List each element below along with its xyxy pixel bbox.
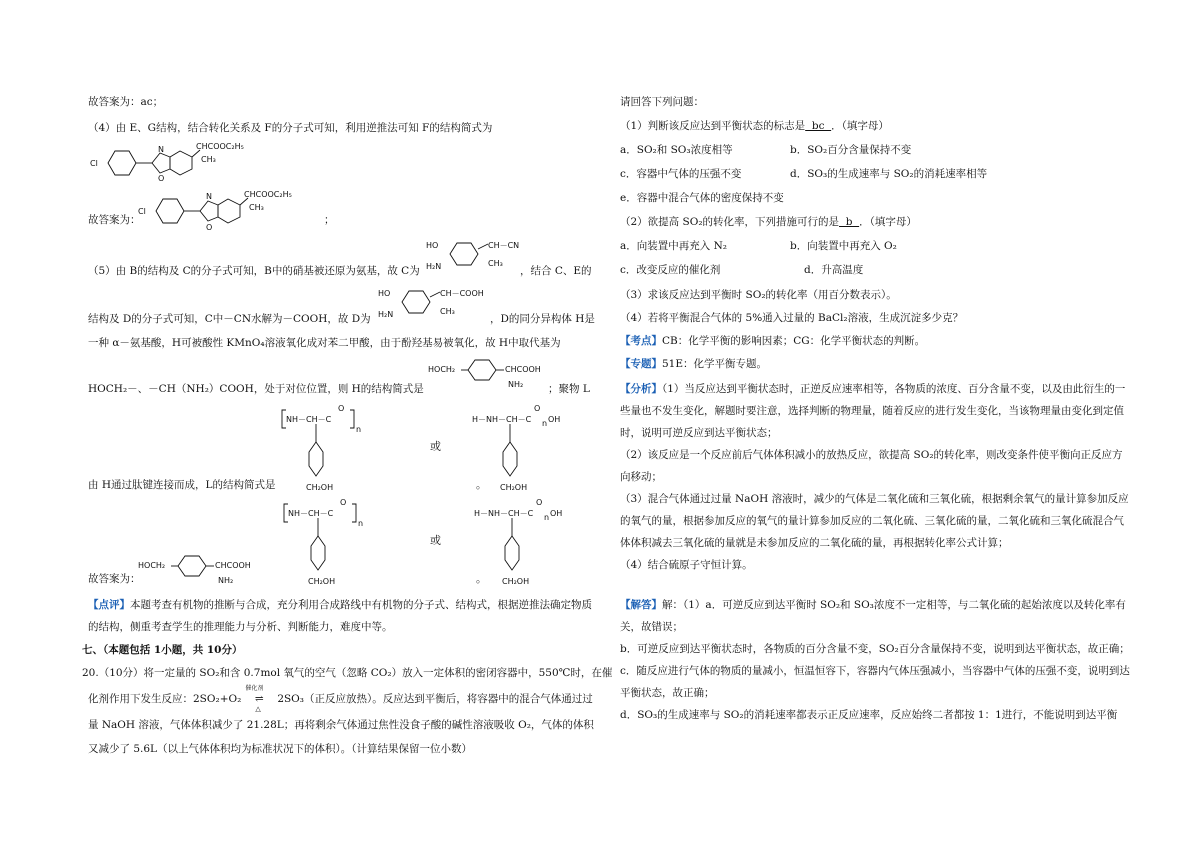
repeat-unit: NH－CH－C — [288, 509, 334, 518]
comment-block — [88, 594, 600, 638]
ch3-group: CH₃ — [440, 307, 455, 316]
question-20-line-3: 量 NaOH 溶液，气体体积减少了 21.28L；再将剩余气体通过焦性没食子酸的碱性溶液吸收 O₂，气体的体积 — [88, 719, 594, 731]
text: ．（填字母） — [859, 216, 917, 228]
ho-label: HO — [378, 289, 391, 298]
chcooh-label: CHCOOH — [215, 561, 251, 570]
text: 化剂作用下发生反应：2SO₂+O₂ — [88, 693, 242, 705]
q3-line: （3）求该反应达到平衡时 SO₂的转化率（用百分数表示）。 — [620, 289, 897, 301]
analysis-tag: 【分析】 — [620, 383, 662, 395]
structure-f-2 — [138, 186, 338, 232]
subscript-n: n — [544, 513, 550, 522]
nh2-label: NH₂ — [508, 380, 524, 389]
structure-h — [428, 356, 568, 396]
solution-3: c．随反应进行气体的物质的量减小，恒温恒容下，容器内气体压强减小，当容器中气体的压强不变，说明到达平衡状态，故正确； — [620, 665, 1130, 699]
question-20-line-2 — [88, 685, 593, 713]
text: ，结合 C、E的 — [520, 265, 592, 277]
kaodian-line — [620, 334, 925, 348]
option-c: c．容器中气体的压强不变 — [620, 168, 742, 180]
ch-cn-group: CH－CN — [488, 241, 520, 250]
oh: OH — [548, 415, 561, 424]
comment-tag: 【点评】 — [88, 599, 130, 611]
text: 。 — [476, 573, 487, 585]
q4-line: （4）若将平衡混合气体的 5%通入过量的 BaCl₂溶液，生成沉淀多少克？ — [620, 312, 964, 324]
text: 。 — [476, 479, 487, 491]
option-b: b．SO₂百分含量保持不变 — [790, 144, 912, 156]
zhuanti-text: 51E：化学平衡专题。 — [662, 358, 768, 370]
solution-block — [620, 594, 1132, 726]
para-4-intro: （4）由 E、G结构，结合转化关系及 F的分子式可知，利用逆推法可知 F的结构简式为 — [88, 122, 493, 134]
text: ；聚物 L — [548, 383, 590, 395]
text: （5）由 B的结构及 C的分子式可知，B中的硝基被还原为氨基，故 C为 — [88, 265, 420, 277]
prompt-heading: 请回答下列问题： — [620, 96, 704, 108]
analysis-1 — [620, 378, 1132, 444]
chcooh-label: CHCOOH — [505, 365, 541, 374]
ch2oh: CH₂OH — [308, 577, 336, 586]
subscript-n: n — [542, 419, 548, 428]
option-c: c．改变反应的催化剂 — [620, 264, 721, 276]
cl-label: Cl — [90, 159, 98, 168]
answer-blank: b — [839, 216, 860, 228]
cl-label: Cl — [138, 207, 146, 216]
para-5-line-3: 一种 α－氨基酸，H可被酸性 KMnO₄溶液氧化成对苯二甲酸，由于酚羟基易被氧化，故 H中取代基为 — [88, 337, 561, 349]
zhuanti-tag: 【专题】 — [620, 358, 662, 370]
kaodian-tag: 【考点】 — [620, 335, 662, 347]
kaodian-text: CB：化学平衡的影响因素；CG：化学平衡状态的判断。 — [662, 335, 926, 347]
solution-2: b．可逆反应到达平衡状态时，各物质的百分含量不变，SO₂百分含量保持不变，说明到达平衡状态，故正确； — [620, 643, 1130, 655]
structure-d — [378, 284, 508, 324]
o-label: O — [158, 174, 165, 183]
answer-line-3: 故答案为： — [88, 573, 141, 585]
question-20-line-4: 又减少了 5.6L（以上气体体积均为标准状况下的体积）。（计算结果保留一位小数） — [88, 743, 473, 755]
n-label: N — [206, 192, 212, 201]
answer-line-2 — [88, 213, 141, 227]
q1-line — [620, 119, 889, 133]
text: 解：（1）a．可逆反应到达平衡时 SO₂和 SO₃浓度不一定相等，与二氧化硫的起始浓度以及转化率有关，故错误； — [620, 599, 1126, 633]
repeat-unit-2: H－NH－CH－C — [474, 509, 534, 518]
answer-label: 故答案为： — [88, 214, 141, 226]
option-b: b．向装置中再充入 O₂ — [790, 240, 897, 252]
solution-tag: 【解答】 — [620, 599, 662, 611]
option-a: a．向装置中再充入 N₂ — [620, 240, 727, 252]
polymer-l-2 — [280, 498, 600, 590]
structure-f-1 — [88, 138, 308, 186]
option-d: d．升高温度 — [804, 264, 864, 276]
para-5-line-1 — [88, 264, 420, 278]
ho-label: HO — [426, 241, 439, 250]
section-heading: 七、（本题包括 1小题，共 10分） — [82, 644, 243, 656]
or-label: 或 — [430, 534, 441, 547]
option-e: e．容器中混合气体的密度保持不变 — [620, 192, 784, 204]
ester-group: CHCOOC₂H₅ — [196, 142, 244, 151]
reaction-arrow: 催化剂 ⇌ △ — [241, 692, 277, 706]
option-d: d．SO₃的生成速率与 SO₂的消耗速率相等 — [790, 168, 988, 180]
text: ．（填字母） — [831, 120, 889, 132]
h2n-label: H₂N — [378, 310, 394, 319]
answer-blank: bc — [805, 120, 832, 132]
ch-cooh-group: CH－COOH — [440, 289, 484, 298]
heat-label: △ — [255, 705, 261, 713]
text: ，D的同分异构体 H是 — [490, 313, 595, 325]
text: （1）判断该反应达到平衡状态的标志是 — [620, 120, 806, 132]
oxygen: O — [338, 404, 345, 413]
para-5-line-4: HOCH₂－、－CH（NH₂）COOH，处于对位位置，则 H的结构简式是 — [88, 383, 424, 395]
text: （1）当反应达到平衡状态时，正逆反应速率相等，各物质的浓度、百分含量不变，以及由此衍生的一些量也不发生变化，解题时要注意，选择判断的物理量，随着反应的进行发生变化，当该物理量由变化到定值时，说明可逆反应到达平衡状态； — [620, 383, 1126, 439]
ch3-group: CH₃ — [488, 259, 503, 268]
ch2oh: CH₂OH — [502, 577, 530, 586]
option-a: a．SO₂和 SO₃浓度相等 — [620, 144, 733, 156]
subscript-n: n — [358, 519, 364, 528]
o-label: O — [206, 223, 213, 232]
para-5-line-5: 由 H通过肽键连接而成，L的结构简式是 — [88, 479, 276, 491]
repeat-unit-2: H－NH－CH－C — [472, 415, 532, 424]
oh: OH — [550, 509, 563, 518]
q2-line — [620, 215, 917, 229]
solution-4: d．SO₃的生成速率与 SO₂的消耗速率都表示正反应速率，反应始终二者都按 1：1进行，不能说明到达平衡 — [620, 709, 1118, 721]
solution-1 — [620, 594, 1132, 638]
question-20-line-1: 20.（10分）将一定量的 SO₂和含 0.7mol 氧气的空气（忽略 CO₂）放入一定体积的密闭容器中，550℃时，在催 — [82, 667, 613, 679]
semicolon: ； — [324, 214, 335, 226]
repeat-unit: NH－CH－C — [286, 415, 332, 424]
or-label: 或 — [430, 440, 441, 453]
polymer-l-1 — [278, 404, 600, 496]
analysis-3: （3）混合气体通过过量 NaOH 溶液时，减少的气体是二氧化硫和三氧化硫，根据剩余氧气的量计算参加反应的氧气的量，根据参加反应的氧气的量计算参加反应的二氧化硫、三氧化硫的量，二氧化硫和三氧化硫混合气体体积减去三氧化硫的量就是未参加反应的二氧化硫的量，再根据转化率公式计算； — [620, 493, 1129, 549]
oxygen: O — [340, 498, 347, 507]
analysis-block — [620, 378, 1132, 576]
comment-text: 本题考查有机物的推断与合成，充分利用合成路线中有机物的分子式、结构式，根据逆推法确定物质的结构，侧重考查学生的推理能力与分析、判断能力，难度中等。 — [88, 599, 592, 633]
analysis-2: （2）该反应是一个反应前后气体体积减小的放热反应，欲提高 SO₂的转化率，则改变条件使平衡向正反应方向移动； — [620, 449, 1123, 483]
answer-line-1: 故答案为：ac； — [88, 96, 164, 108]
structure-h-answer — [138, 552, 278, 588]
oxygen: O — [534, 404, 541, 413]
subscript-n: n — [356, 425, 362, 434]
ch2oh: CH₂OH — [500, 483, 528, 492]
nh2-label: NH₂ — [218, 576, 234, 585]
ch3-group: CH₃ — [249, 203, 264, 212]
ch2oh: CH₂OH — [306, 483, 334, 492]
zhuanti-line — [620, 357, 767, 371]
para-5-line-2: 结构及 D的分子式可知，C中－CN水解为－COOH，故 D为 — [88, 313, 371, 325]
hoch2-label: HOCH₂ — [428, 365, 456, 374]
ch3-group: CH₃ — [201, 155, 216, 164]
h2n-label: H₂N — [426, 262, 442, 271]
ester-group: CHCOOC₂H₅ — [244, 190, 292, 199]
catalyst-label: 催化剂 — [245, 685, 264, 692]
n-label: N — [158, 145, 164, 154]
text: （2）欲提高 SO₂的转化率，下列措施可行的是 — [620, 216, 840, 228]
oxygen: O — [536, 498, 543, 507]
hoch2-label: HOCH₂ — [138, 561, 166, 570]
analysis-4: （4）结合硫原子守恒计算。 — [620, 559, 753, 571]
text: 2SO₃（正反应放热）。反应达到平衡后，将容器中的混合气体通过过 — [277, 693, 593, 705]
